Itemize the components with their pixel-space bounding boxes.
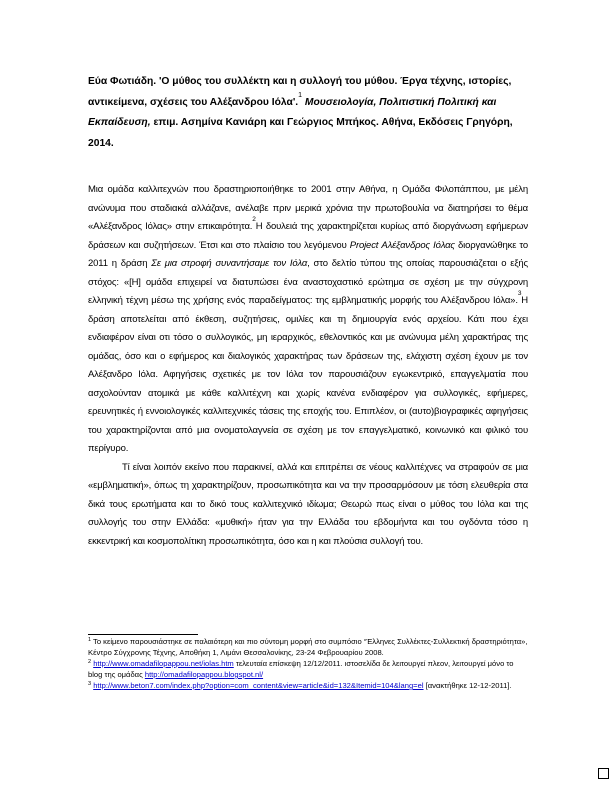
p1-text-e: Η δράση αποτελείται από έκθεση, συζητήσεις, ομιλίες και τη δημιουργία ενός αρχείου. Κάτι που έχει ενδιαφέρον είναι οτι τόσο ο συλλογικός, μη ιεραρχικός, εθελοντικός και με ανώνυμα μέλη χαρακτήρας της ομάδας, όσο και ο εφήμερος και διαλογικός χαρακτήρας των δράσεων της, ελάχιστη σχέση έχουν με τον Αλέξανδρο Ιόλα. Αφηγήσεις σχετικές με τον Ιόλα τον παρουσιάζουν εγωκεντρικό, επαγγελματία που ασχολούνταν ατομικά με κάθε καλλιτέχνη και χωρίς κανένα ενδιαφέρον για συλλογικές, εφήμερες, ερευνητικές ή εννοιολογικές καλλιτεχνικές τάσεις της εποχής του. Επιπλέον, οι (αυτο)βιογραφικές αφηγήσεις του χαρακτηρίζονται από μια ονοματολαγνεία σε σχέση με τον επαγγελματικό, κοινωνικό και φιλικό του περίγυρο. xyxy=(88,295,528,454)
footnote-3-link-beton7[interactable]: http://www.beton7.com/index.php?option=com_content&view=article&id=132&Itemid=104&lang=el xyxy=(93,681,424,690)
p1-text-c: διοργανώθηκε το 2011 η δράση xyxy=(88,239,529,269)
paragraph-1 xyxy=(88,181,528,459)
footnote-separator xyxy=(88,634,198,635)
bibliographic-header xyxy=(88,72,528,154)
p1-action-title: Σε μια στροφή συναντήσαμε τον Ιόλα xyxy=(151,258,308,269)
p1-text-a: Μια ομάδα καλλιτεχνών που δραστηριοποιήθηκε το 2001 στην Αθήνα, η Ομάδα Φιλοπάππου, με μέλη ανώνυμα που σταδιακά αλλάζανε, ανέλαβε πριν μερικά χρόνια την πρωτοβουλία να διατηρήσει το θέμα «Αλέξανδρος Ιόλας» στην επικαιρότητα. xyxy=(88,184,528,232)
header-title: Εύα Φωτιάδη. 'Ο μύθος του συλλέκτη και η συλλογή του μύθου. Έργα τέχνης, ιστορίες, αντικείμενα, σχέσεις του Αλέξανδρου Ιόλα'. xyxy=(88,76,512,108)
footnote-3 xyxy=(88,680,528,691)
header-editors: επιμ. Ασημίνα Κανιάρη και Γεώργιος Μπήκος. Αθήνα, Εκδόσεις Γρηγόρη, 2014. xyxy=(88,117,513,149)
paragraph-2: Τί είναι λοιπόν εκείνο που παρακινεί, αλλά και επιτρέπει σε νέους καλλιτέχνες να στραφούν σε μια «εμβληματική», όπως τη χαρακτηρίζουν, προσωπικότητα και να την προσαρμόσουν με τόση ελευθερία στα δικά τους ερωτήματα και το δικό τους καλλιτεχνικό ιδίωμα; Θεωρώ πως είναι ο μύθος του Ιόλα και της συλλογής του στην Ελλάδα: «μυθική» ήταν για την Ελλάδα του εβδομήντα και του ογδόντα τόσο η εκκεντρική και κοσμοπολίτικη προσωπικότητα, όσο και η και πλούσια συλλογή του. xyxy=(88,461,528,547)
footnote-2-link-iolas[interactable]: http://www.omadafilopappou.net/iolas.htm xyxy=(93,659,234,668)
footnote-1-number: 1 xyxy=(88,637,92,643)
footnote-2-number: 2 xyxy=(88,659,92,665)
p1-text-b: Η δουλειά της χαρακτηρίζεται κυρίως από διοργάνωση εφήμερων δράσεων και συζητήσεων. Έτσι και στο πλαίσιο του λεγόμενου xyxy=(88,221,528,251)
p1-text-d: , στο δελτίο τύπου της οποίας παρουσιάζεται ο εξής στόχος: «[Η] ομάδα επιχειρεί να διατυπώσει ένα αναστοχαστικό ερώτημα σε σχέση με την σύγχρονη ελληνική τέχνη μέσω της χρήσης ενός παραδείγματος: της εμβληματικής μορφής του Αλέξανδρου Ιόλα». xyxy=(88,258,528,306)
footnote-ref-2[interactable]: 2 xyxy=(252,216,256,223)
footnote-1-text: Το κείμενο παρουσιάστηκε σε παλαιότερη και πιο σύντομη μορφή στο συμπόσιο “Έλληνες Συλλέκτες-Συλλεκτική δραστηριότητα», Κέντρο Σύγχρονης Τέχνης, Αποθήκη 1, Λιμάνι Θεσσαλονίκης, 23-24 Φεβρουαρίου 2008. xyxy=(88,637,528,657)
footnote-1 xyxy=(88,636,528,658)
footnote-ref-1[interactable]: 1 xyxy=(298,91,303,99)
footnote-ref-3[interactable]: 3 xyxy=(517,290,522,297)
footnote-2-text: τελευταία επίσκεψη 12/12/2011. ιστοσελίδα δε λειτουργεί πλεον, λειτουργεί μόνο το blog της ομάδας xyxy=(88,659,514,679)
footnote-3-number: 3 xyxy=(88,681,92,687)
p1-project-title: Project Αλέξανδρος Ιόλας xyxy=(349,239,455,251)
header-book-title: Μουσειολογία, Πολιτιστική Πολιτική και Εκπαίδευση, xyxy=(88,96,497,128)
body-text xyxy=(88,181,528,551)
footnotes xyxy=(88,636,528,691)
page-corner-checkbox[interactable] xyxy=(598,768,609,779)
footnote-2-link-blog[interactable]: http://omadafilopappou.blogspot.nl/ xyxy=(144,670,264,679)
footnote-2 xyxy=(88,658,528,680)
footnote-3-text: [ανακτήθηκε 12-12-2011]. xyxy=(423,681,512,690)
